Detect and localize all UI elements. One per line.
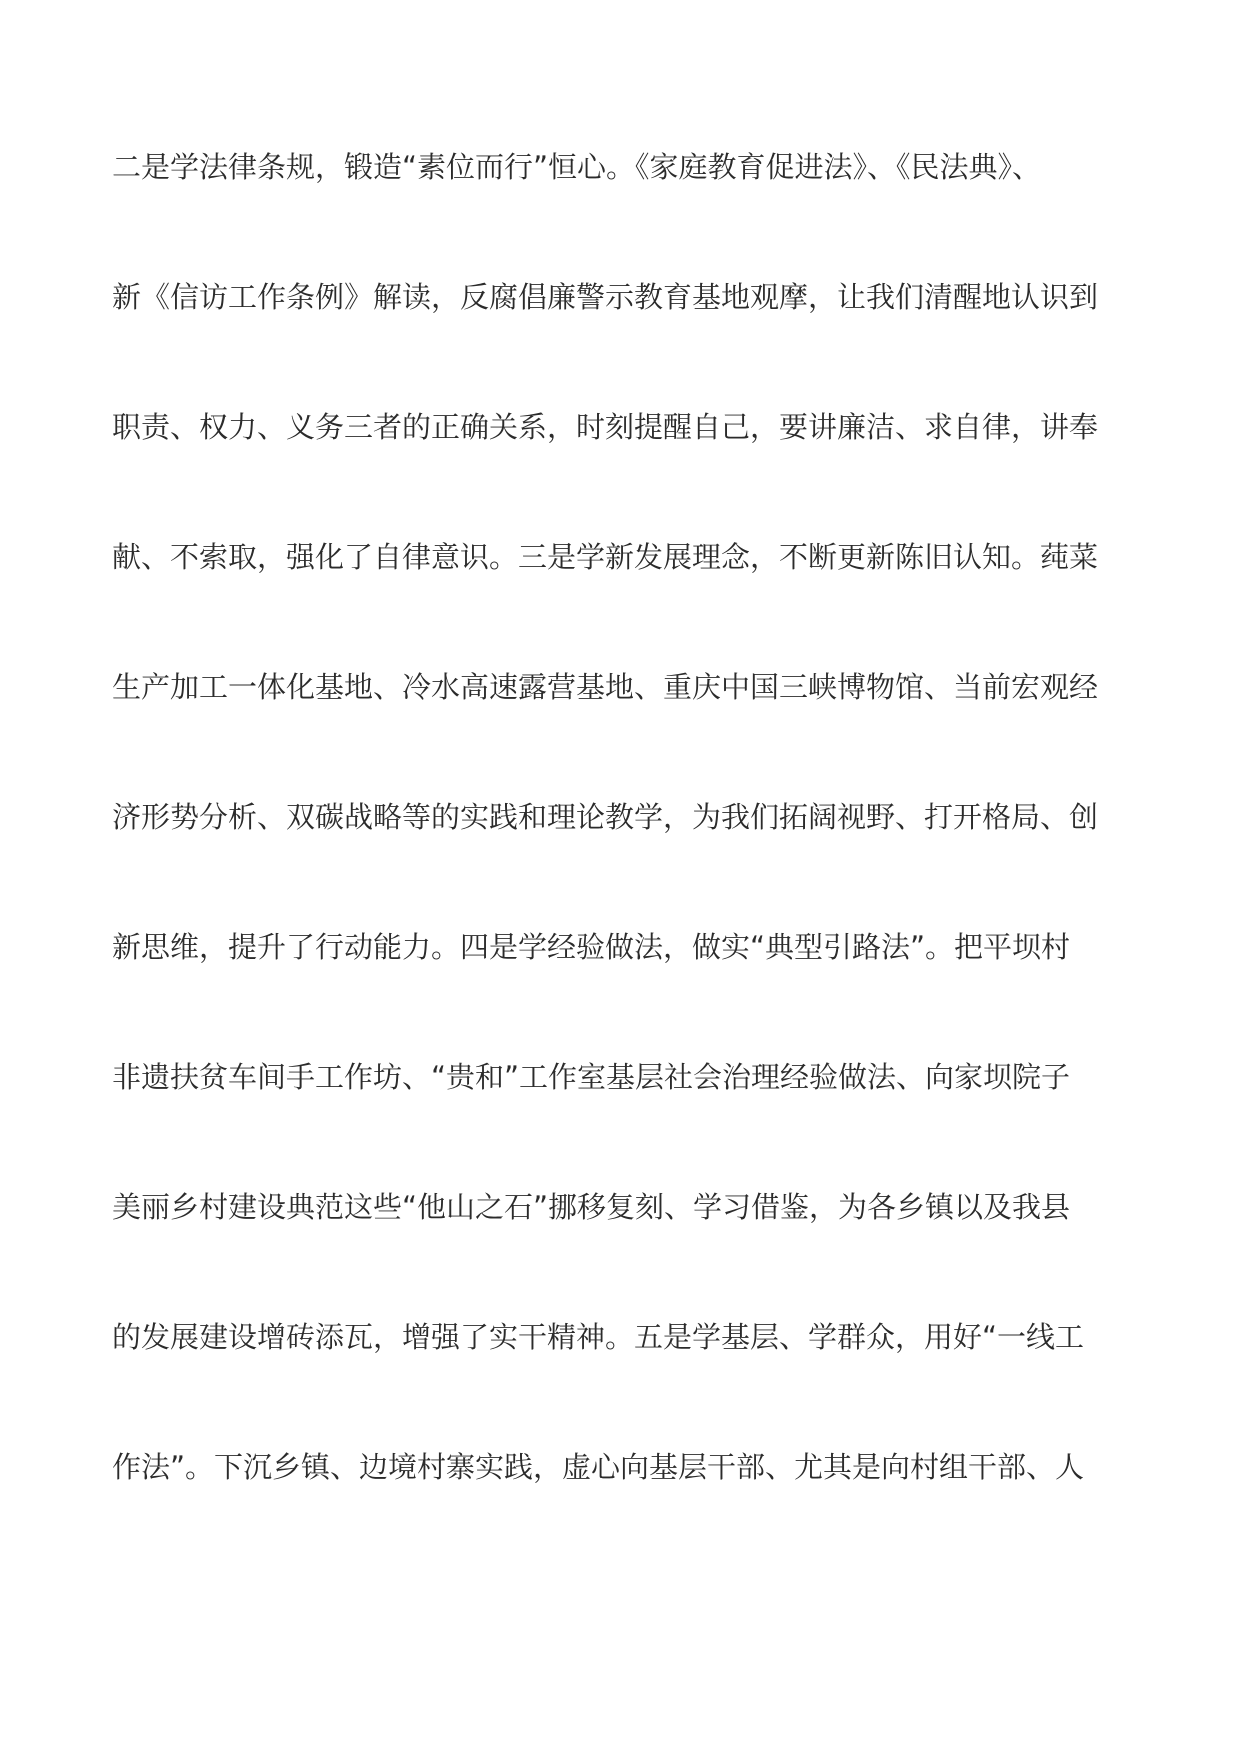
text-line-2: 新《信访工作条例》解读，反腐倡廉警示教育基地观摩，让我们清醒地认识到 xyxy=(112,280,1099,314)
text-line-7: 新思维，提升了行动能力。四是学经验做法，做实“典型引路法”。把平坝村 xyxy=(112,930,1071,964)
text-line-5: 生产加工一体化基地、冷水高速露营基地、重庆中国三峡博物馆、当前宏观经 xyxy=(112,670,1099,704)
text-line-10: 的发展建设增砖添瓦，增强了实干精神。五是学基层、学群众，用好“一线工 xyxy=(112,1320,1085,1354)
text-line-9: 美丽乡村建设典范这些“他山之石”挪移复刻、学习借鉴，为各乡镇以及我县 xyxy=(112,1190,1071,1224)
text-line-4: 献、不索取，强化了自律意识。三是学新发展理念，不断更新陈旧认知。莼菜 xyxy=(112,540,1099,574)
text-line-8: 非遗扶贫车间手工作坊、“贵和”工作室基层社会治理经验做法、向家坝院子 xyxy=(112,1060,1071,1094)
text-line-6: 济形势分析、双碳战略等的实践和理论教学，为我们拓阔视野、打开格局、创 xyxy=(112,800,1099,834)
text-line-1: 二是学法律条规，锻造“素位而行”恒心。《家庭教育促进法》、《民法典》、 xyxy=(112,150,1042,184)
text-line-3: 职责、权力、义务三者的正确关系，时刻提醒自己，要讲廉洁、求自律，讲奉 xyxy=(112,410,1099,444)
text-line-11: 作法”。下沉乡镇、边境村寨实践，虚心向基层干部、尤其是向村组干部、人 xyxy=(112,1450,1085,1484)
document-body-text xyxy=(112,150,1132,1580)
